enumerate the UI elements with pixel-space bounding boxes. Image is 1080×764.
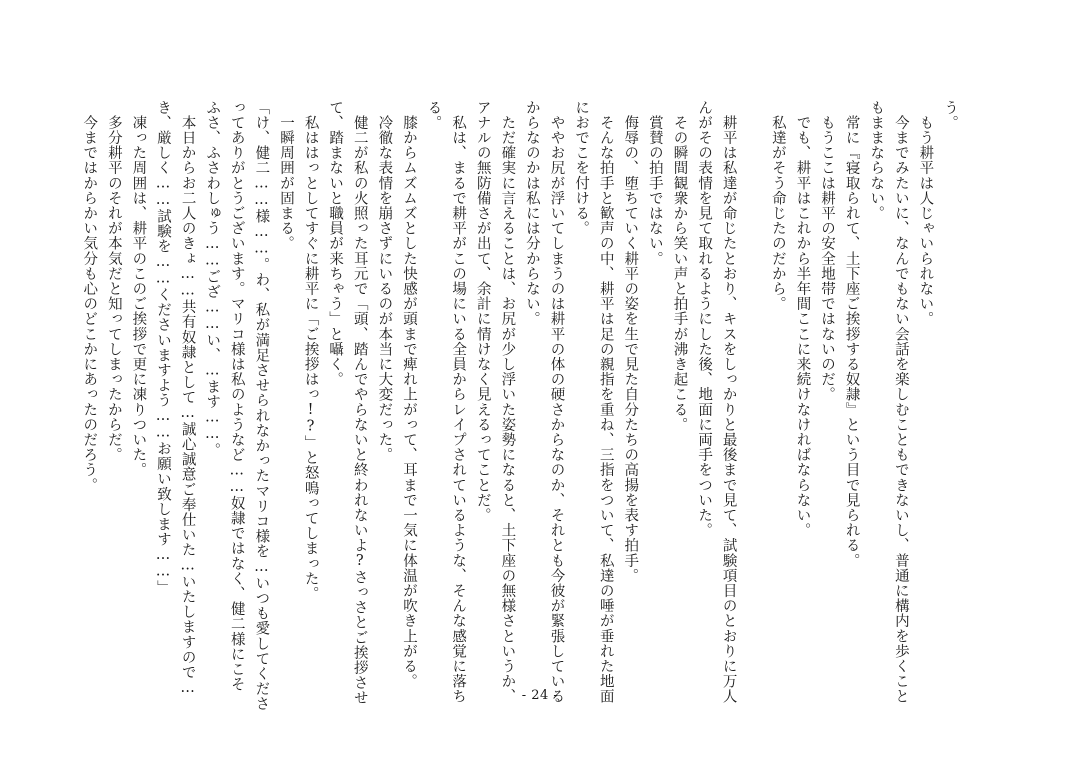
text-column: ややお尻が浮いてしまうのは耕平の体の硬さからなのか、それとも今彼が緊張している xyxy=(548,100,565,704)
text-column: 賞賛の拍手ではない。 xyxy=(646,100,663,267)
text-column: ただ確実に言えることは、お尻が少し浮いた姿勢になると、土下座の無様さというか、 xyxy=(499,100,516,704)
text-column: 健二が私の火照った耳元で「頭、踏んでやらないと終われないよ?さっさとご挨拶させ xyxy=(351,100,368,706)
text-column: 膝からムズムズとした快感が頭まで痺れ上がって、耳まで一気に体温が吹き上がる。 xyxy=(400,100,417,689)
text-column: その瞬間観衆から笑い声と拍手が沸き起こる。 xyxy=(671,100,688,433)
text-column: もう耕平は人じゃいられない。 xyxy=(917,100,934,327)
text-column: そんな拍手と歓声の中、耕平は足の親指を重ね、三指をついて、私達の唾が垂れた地面 xyxy=(597,100,614,704)
text-column: て、踏まないと職員が来ちゃう」と囁く。 xyxy=(327,100,344,387)
text-column: からなのかは私には分からない。 xyxy=(523,100,540,327)
text-column: 凍った周囲は、耕平のこのご挨拶で更に凍りついた。 xyxy=(130,100,147,478)
page-number: - 24 - xyxy=(521,688,559,703)
text-column: 常に『寝取られて、土下座ご挨拶する奴隷』という目で見られる。 xyxy=(843,100,860,569)
text-column: 今まではからかい気分も心のどこかにあったのだろう。 xyxy=(81,100,98,493)
text-column: ってありがとうございます。マリコ様は私のようなど……奴隷ではなく、健二様にこそ xyxy=(228,100,245,692)
text-column: 「け、健二……様……。わ、私が満足させられなかったマリコ様を…いつも愛してくださ xyxy=(253,100,270,712)
text-column: 私ははっとしてすぐに耕平に「ご挨拶はっ!?」と怒鳴ってしまった。 xyxy=(302,100,319,602)
text-column: う。 xyxy=(942,100,958,131)
text-column: 耕平は私達が命じたとおり、キスをしっかりと最後まで見て、試験項目のとおりに万人 xyxy=(720,100,737,704)
text-column: き、厳しく……試験を……くださいますよう……お願い致します……」 xyxy=(155,100,171,596)
text-column: る。 xyxy=(425,100,442,131)
text-column: もうここは耕平の安全地帯ではないのだ。 xyxy=(819,100,836,402)
text-column xyxy=(741,100,766,660)
text-column: んがその表情を見て取れるようにした後、地面に両手をついた。 xyxy=(696,100,713,538)
text-column: 私達がそう命じたのだから。 xyxy=(769,100,786,312)
text-column: ふさ、ふさわしゅう……ござ……い、…ます……。 xyxy=(204,100,221,458)
text-column: もままならない。 xyxy=(868,100,885,221)
text-column: におでこを付ける。 xyxy=(573,100,590,236)
text-column: でも、耕平はこれから半年間ここに来続けなければならない。 xyxy=(794,100,811,538)
text-column: アナルの無防備さが出て、余計に情けなく見えるってことだ。 xyxy=(474,100,491,523)
text-column: 一瞬周囲が固まる。 xyxy=(277,100,294,251)
text-column: 多分耕平のそれが本気だと知ってしまったからだ。 xyxy=(105,100,122,463)
text-column: 侮辱の、堕ちていく耕平の姿を生で見た自分たちの高揚を表す拍手。 xyxy=(622,100,639,584)
text-column: 私は、まるで耕平がこの場にいる全員からレイプされているような、そんな感覚に落ち xyxy=(450,100,467,704)
text-column: 冷徹な表情を崩さずにいるのが本当に大変だった。 xyxy=(376,100,393,463)
text-column: 今までみたいに、なんでもない会話を楽しむこともできないし、普通に構内を歩くこと xyxy=(892,100,909,704)
text-column: 本日からお二人のきょ……共有奴隷として…誠心誠意ご奉仕いた…いたしますので… xyxy=(179,100,196,697)
